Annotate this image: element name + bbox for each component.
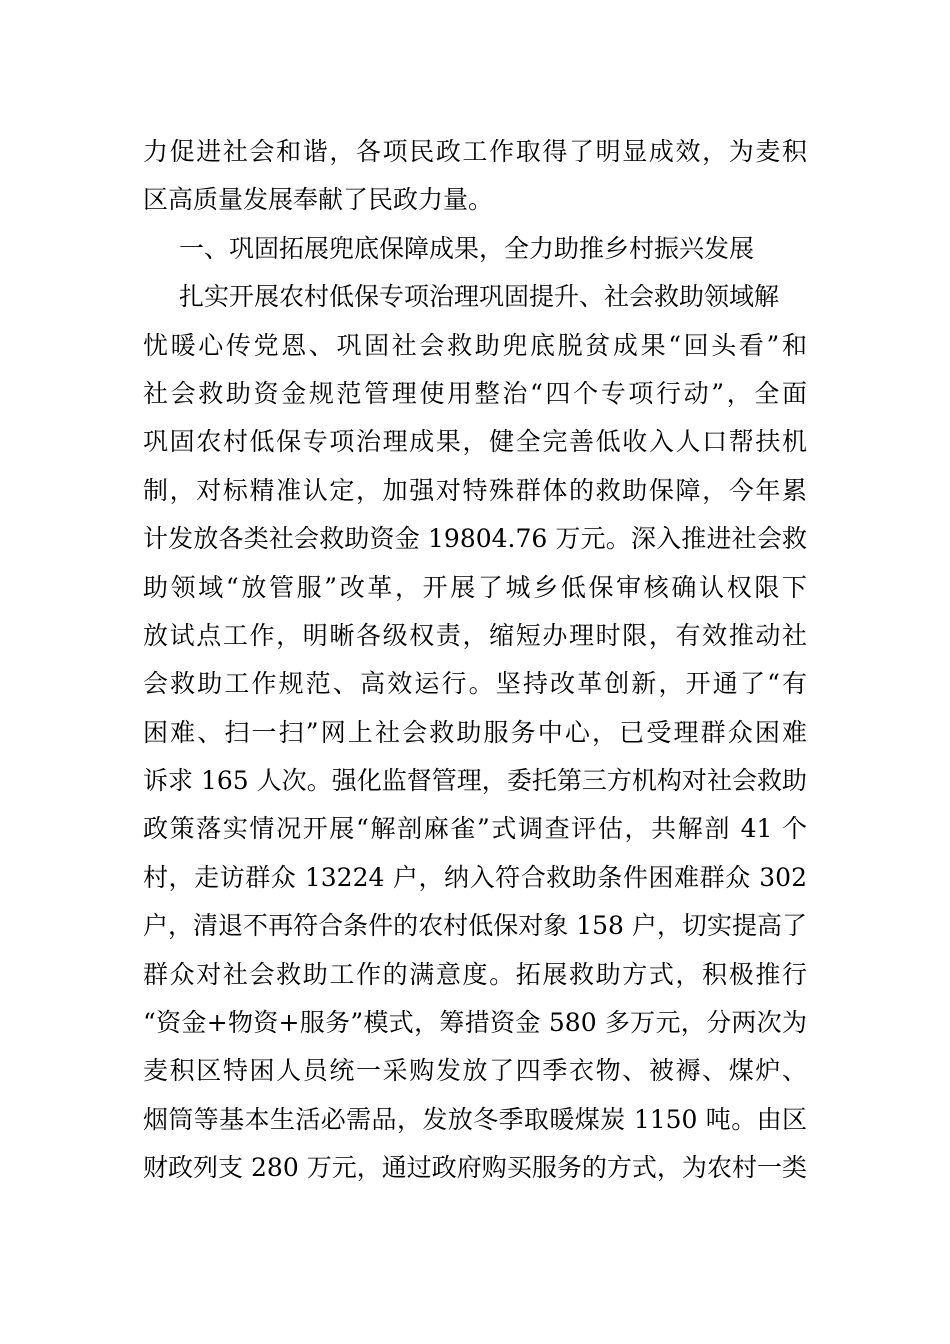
paragraph-2-line-8: 放试点工作，明晰各级权责，缩短办理时限，有效推动社 (143, 620, 807, 650)
paragraph-2-line-1: 扎实开展农村低保专项治理巩固提升、社会救助领域解 (179, 282, 780, 312)
paragraph-2-line-3: 社会救助资金规范管理使用整治“四个专项行动”，全面 (143, 378, 807, 408)
paragraph-2-line-7: 助领域“放管服”改革，开展了城乡低保审核确认权限下 (143, 572, 807, 602)
paragraph-1-line-2: 区高质量发展奉献了民政力量。 (143, 185, 494, 215)
paragraph-2-line-11: 诉求 165 人次。强化监督管理，委托第三方机构对社会救助 (143, 766, 807, 796)
paragraph-2-line-10: 困难、扫一扫”网上社会救助服务中心，已受理群众困难 (143, 717, 807, 747)
paragraph-2-line-5: 制，对标精准认定，加强对特殊群体的救助保障，今年累 (143, 475, 807, 505)
paragraph-2-line-15: 群众对社会救助工作的满意度。拓展救助方式，积极推行 (143, 959, 807, 989)
paragraph-2-line-2: 忧暖心传党恩、巩固社会救助兜底脱贫成果“回头看”和 (143, 330, 807, 360)
paragraph-2-line-9: 会救助工作规范、高效运行。坚持改革创新，开通了“有 (143, 669, 807, 699)
paragraph-2-line-6: 计发放各类社会救助资金 19804.76 万元。深入推进社会救 (143, 524, 807, 554)
paragraph-2-line-16: “资金+物资+服务”模式，筹措资金 580 多万元，分两次为 (143, 1008, 807, 1038)
paragraph-2-line-19: 财政列支 280 万元，通过政府购买服务的方式，为农村一类 (143, 1153, 807, 1183)
paragraph-1-line-1: 力促进社会和谐，各项民政工作取得了明显成效，为麦积 (143, 137, 807, 166)
paragraph-2-line-12: 政策落实情况开展“解剖麻雀”式调查评估，共解剖 41 个 (143, 814, 807, 844)
document-body (143, 128, 807, 1193)
paragraph-2-line-18: 烟筒等基本生活必需品，发放冬季取暖煤炭 1150 吨。由区 (143, 1104, 807, 1134)
paragraph-2-line-13: 村，走访群众 13224 户，纳入符合救助条件困难群众 302 (143, 862, 807, 892)
section-heading: 一、巩固拓展兜底保障成果，全力助推乡村振兴发展 (179, 233, 755, 263)
paragraph-2-line-4: 巩固农村低保专项治理成果，健全完善低收入人口帮扶机 (143, 427, 807, 457)
paragraph-2-line-14: 户，清退不再符合条件的农村低保对象 158 户，切实提高了 (143, 911, 807, 941)
paragraph-2-line-17: 麦积区特困人员统一采购发放了四季衣物、被褥、煤炉、 (143, 1056, 807, 1086)
